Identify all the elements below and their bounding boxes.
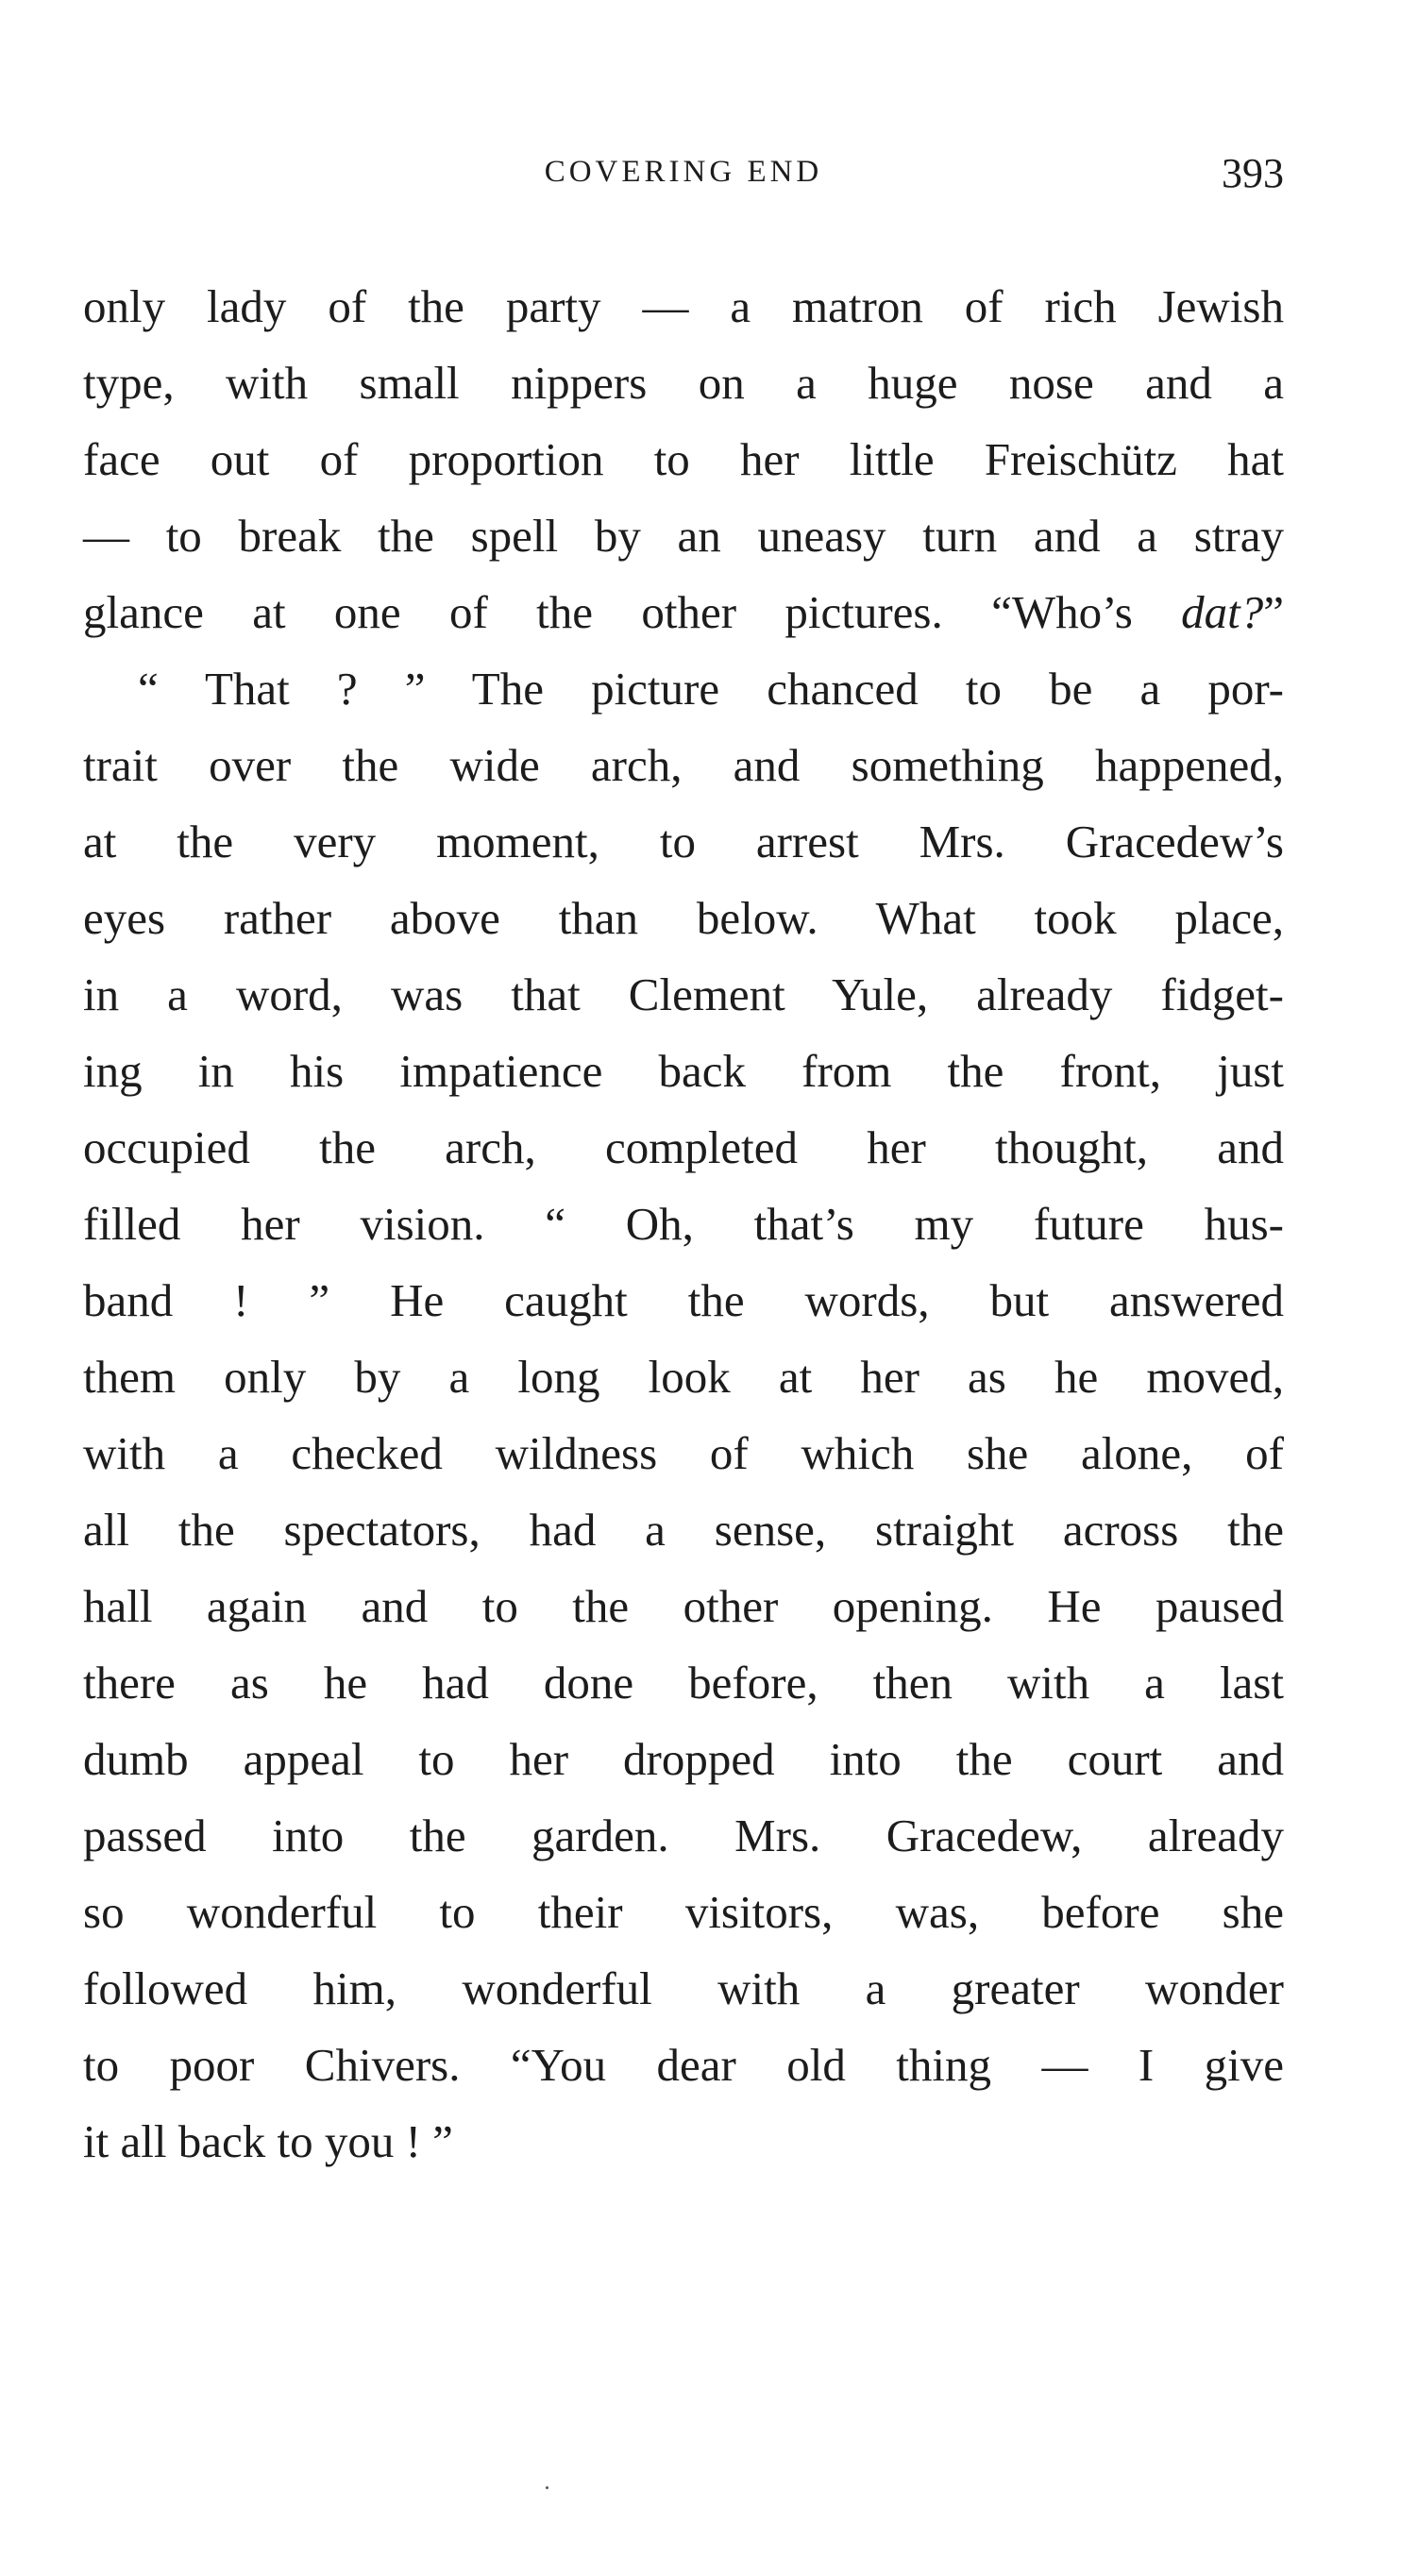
text-line: there as he had done before, then with a last <box>83 1657 1284 1709</box>
text-line <box>83 574 1284 650</box>
text-line: face out of proportion to her little Freischütz hat <box>83 433 1284 485</box>
print-speck <box>546 2486 548 2489</box>
text-line: only lady of the party — a matron of rich Jewish <box>83 280 1284 332</box>
italic-word: dat? <box>1181 586 1264 638</box>
running-head <box>83 149 1284 206</box>
text-line: ing in his impatience back from the front, just <box>83 1045 1284 1097</box>
text-line: with a checked wildness of which she alone, of <box>83 1427 1284 1479</box>
text-line: so wonderful to their visitors, was, before she <box>83 1886 1284 1938</box>
text-line: it all back to you ! ” <box>83 2115 453 2167</box>
text-line: occupied the arch, completed her thought, and <box>83 1121 1284 1173</box>
text-segment: ” <box>1263 586 1284 638</box>
text-line: eyes rather above than below. What took place, <box>83 892 1284 944</box>
text-line: hall again and to the other opening. He paused <box>83 1580 1284 1632</box>
text-line: dumb appeal to her dropped into the court and <box>83 1733 1284 1785</box>
text-line: them only by a long look at her as he moved, <box>83 1351 1284 1403</box>
page-number: 393 <box>1222 150 1284 196</box>
paragraph-start-line: “ That ? ” The picture chanced to be a por- <box>138 663 1284 715</box>
text-line: band ! ” He caught the words, but answered <box>83 1274 1284 1326</box>
text-line: to poor Chivers. “You dear old thing — I give <box>83 2039 1284 2091</box>
text-line: at the very moment, to arrest Mrs. Gracedew’s <box>83 816 1284 867</box>
text-line: passed into the garden. Mrs. Gracedew, already <box>83 1810 1284 1861</box>
body-text <box>83 268 1284 2180</box>
text-segment: glance at one of the other pictures. “Who’s <box>83 586 1182 638</box>
text-line: — to break the spell by an uneasy turn and a stray <box>83 510 1284 562</box>
text-line: type, with small nippers on a huge nose and a <box>83 357 1284 409</box>
text-line: in a word, was that Clement Yule, already fidget- <box>83 968 1284 1020</box>
text-line: trait over the wide arch, and something happened, <box>83 739 1284 791</box>
text-line: followed him, wonderful with a greater wonder <box>83 1962 1284 2014</box>
running-title: COVERING END <box>544 155 823 189</box>
text-line: all the spectators, had a sense, straight across the <box>83 1504 1284 1556</box>
text-line: filled her vision. “ Oh, that’s my future hus- <box>83 1198 1284 1250</box>
